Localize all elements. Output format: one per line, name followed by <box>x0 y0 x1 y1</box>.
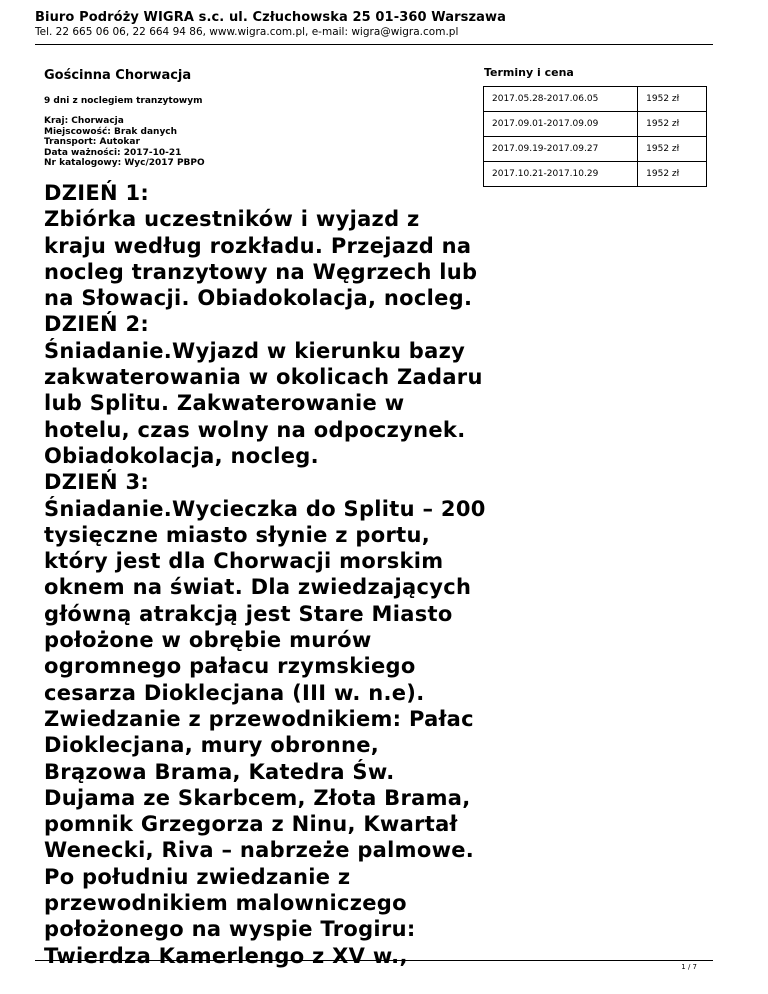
program-line: lub Splitu. Zakwaterowanie w <box>44 391 405 416</box>
program-line: Zbiórka uczestników i wyjazd z <box>44 207 420 232</box>
program-line: DZIEŃ 2: <box>44 312 150 337</box>
term-price: 1952 zł <box>638 112 707 137</box>
program-line: Wenecki, Riva – nabrzeże palmowe. <box>44 838 475 863</box>
trip-program <box>44 180 484 969</box>
program-line: tysięczne miasto słynie z portu, <box>44 522 430 547</box>
agency-name: Biuro Podróży WIGRA s.c. ul. Człuchowska 25 01-360 Warszawa <box>35 10 506 25</box>
terms-section <box>483 66 707 179</box>
program-line: cesarza Dioklecjana (III w. n.e). <box>44 680 425 705</box>
program-line: Obiadokolacja, nocleg. <box>44 443 319 468</box>
program-line: Śniadanie.Wycieczka do Splitu – 200 <box>44 496 486 521</box>
program-line: przewodnikiem malowniczego <box>44 891 407 916</box>
offer-title: Gościnna Chorwacja <box>44 68 192 83</box>
detail-valid-until: Data ważności: 2017-10-21 <box>44 147 182 158</box>
program-line: kraju według rozkładu. Przejazd na <box>44 233 472 258</box>
offer-details <box>44 116 474 169</box>
program-line: DZIEŃ 1: <box>44 181 150 205</box>
program-line: Dioklecjana, mury obronne, <box>44 733 380 758</box>
program-line: na Słowacji. Obiadokolacja, nocleg. <box>44 286 473 311</box>
program-line: Dujama ze Skarbcem, Złota Brama, <box>44 785 471 810</box>
term-dates: 2017.10.21-2017.10.29 <box>484 162 638 187</box>
program-line: Brązowa Brama, Katedra Św. <box>44 759 395 784</box>
program-line: Twierdza Kamerlengo z XV w., <box>44 943 408 968</box>
terms-table <box>483 86 707 187</box>
offer-subtitle: 9 dni z noclegiem tranzytowym <box>44 96 203 106</box>
program-line: główną atrakcją jest Stare Miasto <box>44 601 453 626</box>
header-divider <box>35 44 713 45</box>
page-number: 1 / 7 <box>681 963 697 971</box>
page-header <box>35 10 715 39</box>
program-line: położonego na wyspie Trogiru: <box>44 917 416 942</box>
footer-divider <box>35 960 713 961</box>
detail-country: Kraj: Chorwacja <box>44 116 124 126</box>
program-line: położone w obrębie murów <box>44 628 372 653</box>
table-row <box>484 87 707 112</box>
term-price: 1952 zł <box>638 137 707 162</box>
term-dates: 2017.05.28-2017.06.05 <box>484 87 638 112</box>
agency-contact: Tel. 22 665 06 06, 22 664 94 86, www.wigra.com.pl, e-mail: wigra@wigra.com.pl <box>35 26 459 38</box>
offer-summary <box>44 68 474 169</box>
term-price: 1952 zł <box>638 162 707 187</box>
program-line: pomnik Grzegorza z Ninu, Kwartał <box>44 812 458 837</box>
program-line: zakwaterowania w okolicach Zadaru <box>44 365 483 390</box>
program-line: DZIEŃ 3: <box>44 470 150 495</box>
table-row <box>484 137 707 162</box>
program-line: oknem na świat. Dla zwiedzających <box>44 575 472 600</box>
term-dates: 2017.09.01-2017.09.09 <box>484 112 638 137</box>
table-row <box>484 112 707 137</box>
term-dates: 2017.09.19-2017.09.27 <box>484 137 638 162</box>
program-line: Śniadanie.Wyjazd w kierunku bazy <box>44 338 466 363</box>
term-price: 1952 zł <box>638 87 707 112</box>
detail-location: Miejscowość: Brak danych <box>44 126 178 137</box>
program-line: Po południu zwiedzanie z <box>44 864 351 889</box>
terms-title: Terminy i cena <box>484 66 574 79</box>
detail-catalog-number: Nr katalogowy: Wyc/2017 PBPO <box>44 158 205 168</box>
program-line: nocleg tranzytowy na Węgrzech lub <box>44 259 478 284</box>
program-line: ogromnego pałacu rzymskiego <box>44 654 416 679</box>
detail-transport: Transport: Autokar <box>44 137 140 147</box>
program-line: Zwiedzanie z przewodnikiem: Pałac <box>44 706 474 731</box>
program-line: hotelu, czas wolny na odpoczynek. <box>44 417 466 442</box>
table-row <box>484 162 707 187</box>
program-line: który jest dla Chorwacji morskim <box>44 549 444 574</box>
